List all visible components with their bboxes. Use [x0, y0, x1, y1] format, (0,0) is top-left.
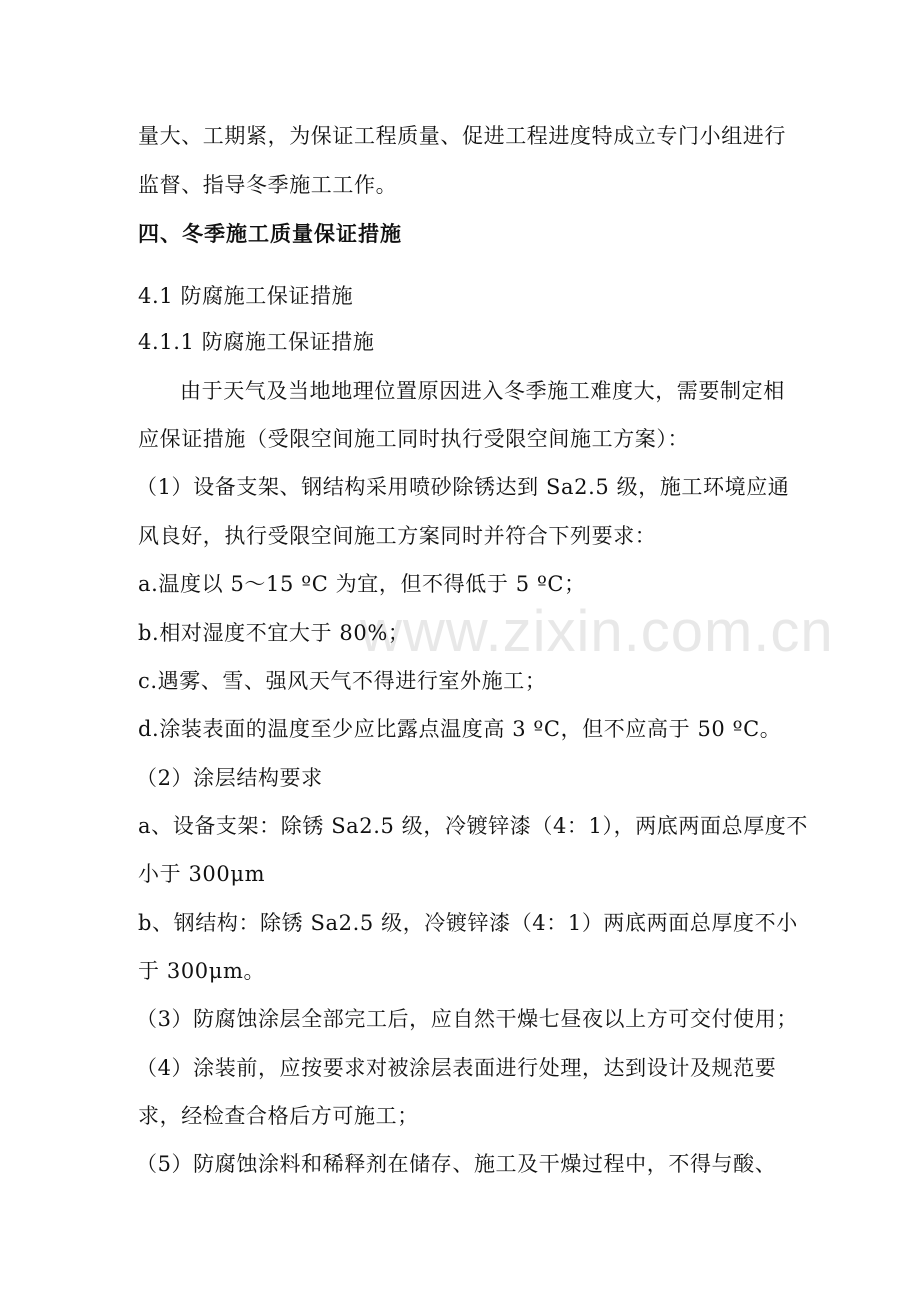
body-line: 于 300μm。 — [138, 959, 266, 983]
list-item: a.温度以 5～15 ºC 为宜，但不得低于 5 ºC； — [138, 572, 586, 596]
subsection-heading: 4.1 防腐施工保证措施 — [138, 284, 354, 308]
body-line: 求，经检查合格后方可施工； — [138, 1104, 419, 1128]
watermark-text: www.zixin.com.cn — [360, 599, 834, 664]
list-item: （2）涂层结构要求 — [136, 766, 323, 790]
list-item: （3）防腐蚀涂层全部完工后，应自然干燥七昼夜以上方可交付使用； — [136, 1007, 798, 1031]
list-item: b、钢结构：除锈 Sa2.5 级，冷镀锌漆（4：1）两底两面总厚度不小 — [138, 911, 798, 935]
body-line: 监督、指导冬季施工工作。 — [138, 173, 398, 197]
list-item: （1）设备支架、钢结构采用喷砂除锈达到 Sa2.5 级，施工环境应通 — [136, 475, 790, 499]
body-line: 风良好，执行受限空间施工方案同时并符合下列要求： — [138, 524, 657, 548]
list-item: （4）涂装前，应按要求对被涂层表面进行处理，达到设计及规范要 — [136, 1056, 777, 1080]
list-item: d.涂装表面的温度至少应比露点温度高 3 ºC，但不应高于 50 ºC。 — [138, 717, 782, 741]
body-line: 应保证措施（受限空间施工同时执行受限空间施工方案）： — [138, 427, 690, 451]
subsection-heading: 4.1.1 防腐施工保证措施 — [138, 330, 375, 354]
list-item: （5）防腐蚀涂料和稀释剂在储存、施工及干燥过程中，不得与酸、 — [136, 1152, 777, 1176]
section-heading: 四、冬季施工质量保证措施 — [138, 222, 402, 246]
body-line: 小于 300μm — [138, 862, 266, 886]
list-item: c.遇雾、雪、强风天气不得进行室外施工； — [138, 669, 547, 693]
body-line: 由于天气及当地地理位置原因进入冬季施工难度大，需要制定相 — [180, 379, 785, 403]
list-item: b.相对湿度不宜大于 80%； — [138, 621, 410, 645]
list-item: a、设备支架：除锈 Sa2.5 级，冷镀锌漆（4：1），两底两面总厚度不 — [138, 814, 808, 838]
body-line: 量大、工期紧，为保证工程质量、促进工程进度特成立专门小组进行 — [138, 124, 786, 148]
